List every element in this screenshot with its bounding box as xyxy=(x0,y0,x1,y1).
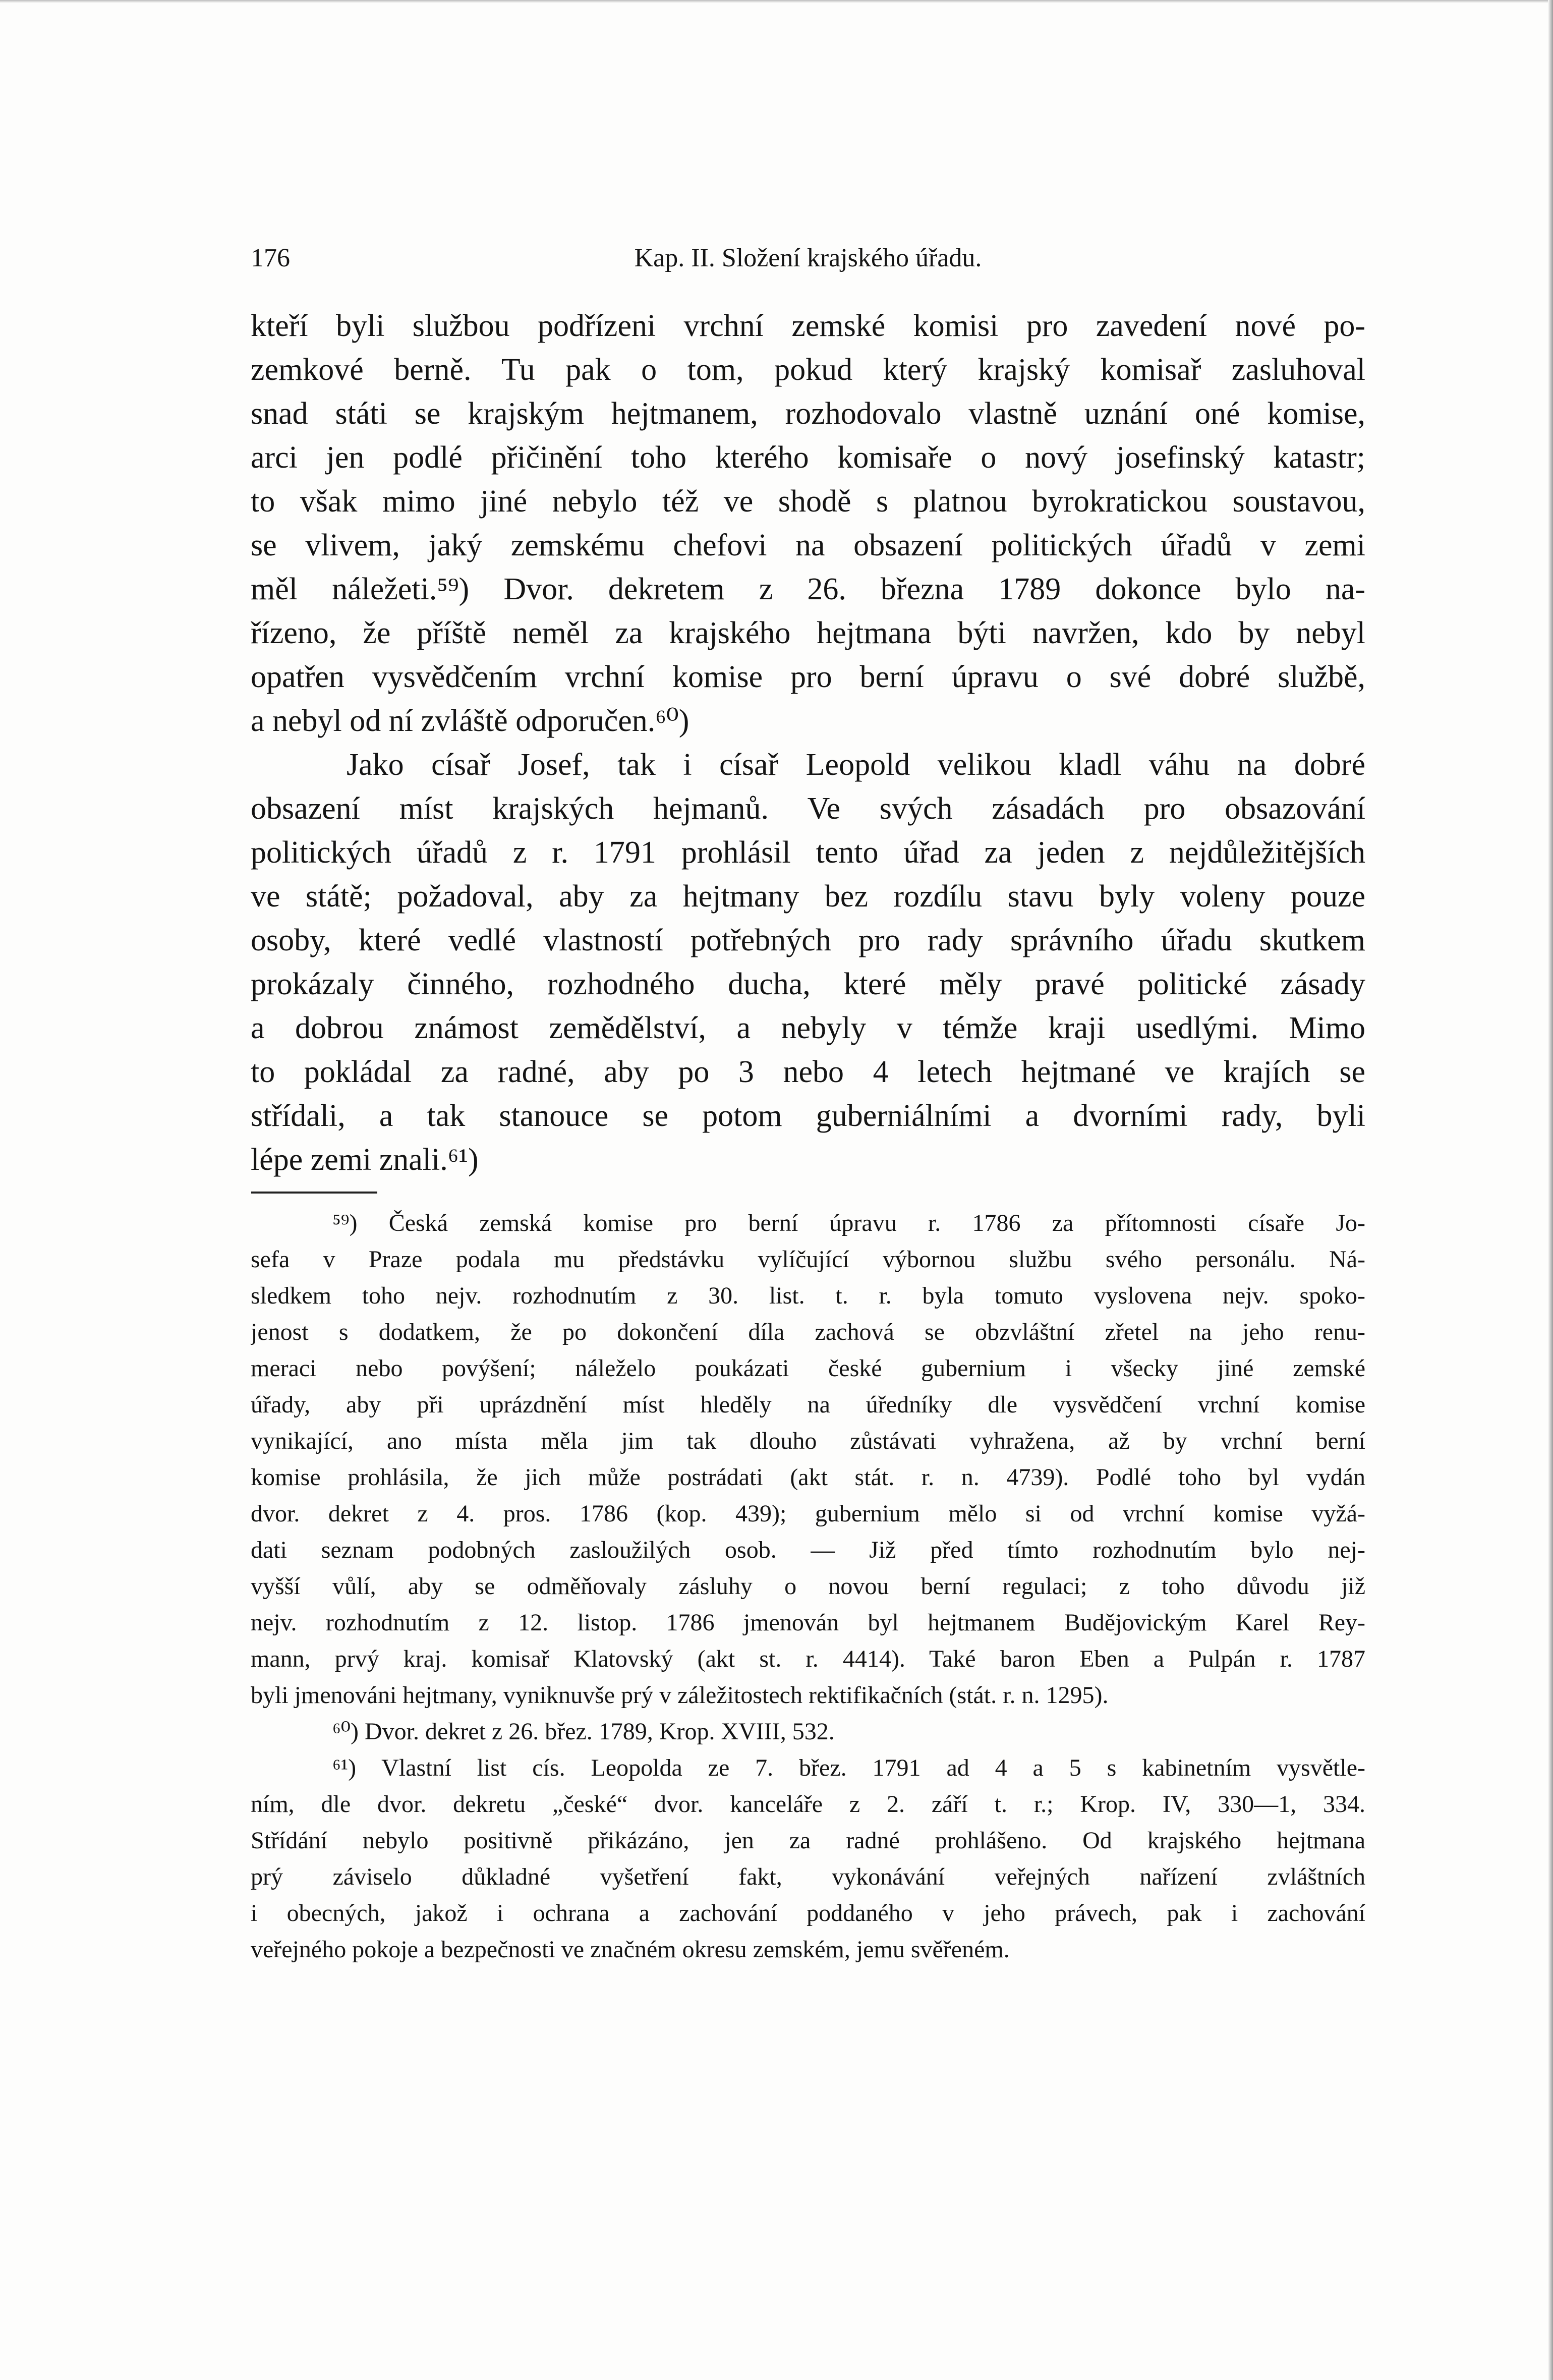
footnote-59-line: úřady, aby při uprázdnění míst hleděly na úředníky dle vysvědčení vrchní komise xyxy=(251,1391,1365,1418)
paragraph-line: se vlivem, jaký zemskému chefovi na obsazení politických úřadů v zemi xyxy=(251,528,1365,562)
footnote-61-line: i obecných, jakož i ochrana a zachování poddaného v jeho právech, pak i zachování xyxy=(251,1900,1365,1926)
page-header xyxy=(251,242,1365,274)
paragraph-line: lépe zemi znali.⁶¹) xyxy=(251,1143,479,1177)
footnote-59-line: byli jmenováni hejtmany, vyniknuvše prý v záležitostech rektifikačních (stát. r. n. 1295). xyxy=(251,1682,1109,1709)
paragraph-line: politických úřadů z r. 1791 prohlásil tento úřad za jeden z nejdůležitějších xyxy=(251,835,1365,870)
paragraph-line: opatřen vysvědčením vrchní komise pro berní úpravu o své dobré službě, xyxy=(251,660,1365,694)
paragraph-line: ve státě; požadoval, aby za hejtmany bez rozdílu stavu byly voleny pouze xyxy=(251,879,1365,914)
paragraph-line: zemkové berně. Tu pak o tom, pokud který krajský komisař zasluhoval xyxy=(251,353,1365,387)
paragraph-line: řízeno, že příště neměl za krajského hejtmana býti navržen, kdo by nebyl xyxy=(251,616,1365,650)
paragraph-line: to pokládal za radné, aby po 3 nebo 4 letech hejtmané ve krajích se xyxy=(251,1055,1365,1089)
footnote-61-line: ním, dle dvor. dekretu „české“ dvor. kanceláře z 2. září t. r.; Krop. IV, 330—1, 334. xyxy=(251,1791,1365,1818)
footnote-60-line: ⁶⁰) Dvor. dekret z 26. břez. 1789, Krop. XVIII, 532. xyxy=(332,1718,835,1745)
paragraph-line: měl náležeti.⁵⁹) Dvor. dekretem z 26. března 1789 dokonce bylo na- xyxy=(251,572,1365,606)
footnote-59-line: komise prohlásila, že jich může postrádati (akt stát. r. n. 4739). Podlé toho byl vydán xyxy=(251,1464,1365,1491)
footnote-59-line: ⁵⁹) Česká zemská komise pro berní úpravu r. 1786 za přítomnosti císaře Jo- xyxy=(332,1210,1365,1236)
footnote-59-line: vynikající, ano místa měla jim tak dlouho zůstávati vyhražena, až by vrchní berní xyxy=(251,1428,1365,1454)
paragraph-line: a dobrou známost zemědělství, a nebyly v témže kraji usedlými. Mimo xyxy=(251,1011,1365,1045)
scan-edge-right xyxy=(1548,0,1553,2380)
paragraph-line: arci jen podlé přičinění toho kterého komisaře o nový josefinský katastr; xyxy=(251,440,1365,475)
paragraph-line: obsazení míst krajských hejmanů. Ve svých zásadách pro obsazování xyxy=(251,791,1365,826)
footnote-59-line: nejv. rozhodnutím z 12. listop. 1786 jmenován byl hejtmanem Budějovickým Karel Rey- xyxy=(251,1609,1365,1636)
footnote-divider xyxy=(251,1192,377,1194)
page-number: 176 xyxy=(251,244,290,272)
footnote-59-line: dvor. dekret z 4. pros. 1786 (kop. 439); gubernium mělo si od vrchní komise vyžá- xyxy=(251,1500,1365,1527)
footnote-59-line: vyšší vůlí, aby se odměňovaly zásluhy o novou berní regulaci; z toho důvodu již xyxy=(251,1573,1365,1600)
paragraph-line: střídali, a tak stanouce se potom guberniálními a dvorními rady, byli xyxy=(251,1099,1365,1133)
paragraph-line: Jako císař Josef, tak i císař Leopold velikou kladl váhu na dobré xyxy=(347,748,1365,782)
footnote-59-line: meraci nebo povýšení; náleželo poukázati české gubernium i všecky jiné zemské xyxy=(251,1355,1365,1382)
footnote-61-line: Střídání nebylo positivně přikázáno, jen za radné prohlášeno. Od krajského hejtmana xyxy=(251,1827,1365,1854)
paragraph-line: to však mimo jiné nebylo též ve shodě s platnou byrokratickou soustavou, xyxy=(251,484,1365,519)
footnote-61-line: ⁶¹) Vlastní list cís. Leopolda ze 7. břez. 1791 ad 4 a 5 s kabinetním vysvětle- xyxy=(332,1754,1365,1781)
paragraph-line: a nebyl od ní zvláště odporučen.⁶⁰) xyxy=(251,704,689,738)
scan-edge-top xyxy=(0,0,1553,3)
footnote-61-line: prý záviselo důkladné vyšetření fakt, vykonávání veřejných nařízení zvláštních xyxy=(251,1863,1365,1890)
footnote-59-line: sefa v Praze podala mu předstávku vylíčující výbornou službu svého personálu. Ná- xyxy=(251,1246,1365,1273)
paragraph-line: snad státi se krajským hejtmanem, rozhodovalo vlastně uznání oné komise, xyxy=(251,396,1365,431)
footnote-59-line: mann, prvý kraj. komisař Klatovský (akt st. r. 4414). Také baron Eben a Pulpán r. 1787 xyxy=(251,1646,1365,1672)
footnote-59-line: dati seznam podobných zasloužilých osob. — Již před tímto rozhodnutím bylo nej- xyxy=(251,1537,1365,1563)
footnote-59-line: jenost s dodatkem, že po dokončení díla zachová se obzvláštní zřetel na jeho renu- xyxy=(251,1319,1365,1345)
running-title: Kap. II. Složení krajského úřadu. xyxy=(634,244,982,272)
footnote-61-line: veřejného pokoje a bezpečnosti ve značném okresu zemském, jemu svěřeném. xyxy=(251,1936,1010,1963)
paragraph-line: kteří byli službou podřízeni vrchní zemské komisi pro zavedení nové po- xyxy=(251,309,1365,343)
footnotes xyxy=(251,1205,1365,1968)
paragraph-line: prokázaly činného, rozhodného ducha, které měly pravé politické zásady xyxy=(251,967,1365,1001)
footnote-59-line: sledkem toho nejv. rozhodnutím z 30. list. t. r. byla tomuto vyslovena nejv. spoko- xyxy=(251,1282,1365,1309)
paragraph-line: osoby, které vedlé vlastností potřebných pro rady správního úřadu skutkem xyxy=(251,923,1365,957)
body-text xyxy=(251,304,1365,1182)
